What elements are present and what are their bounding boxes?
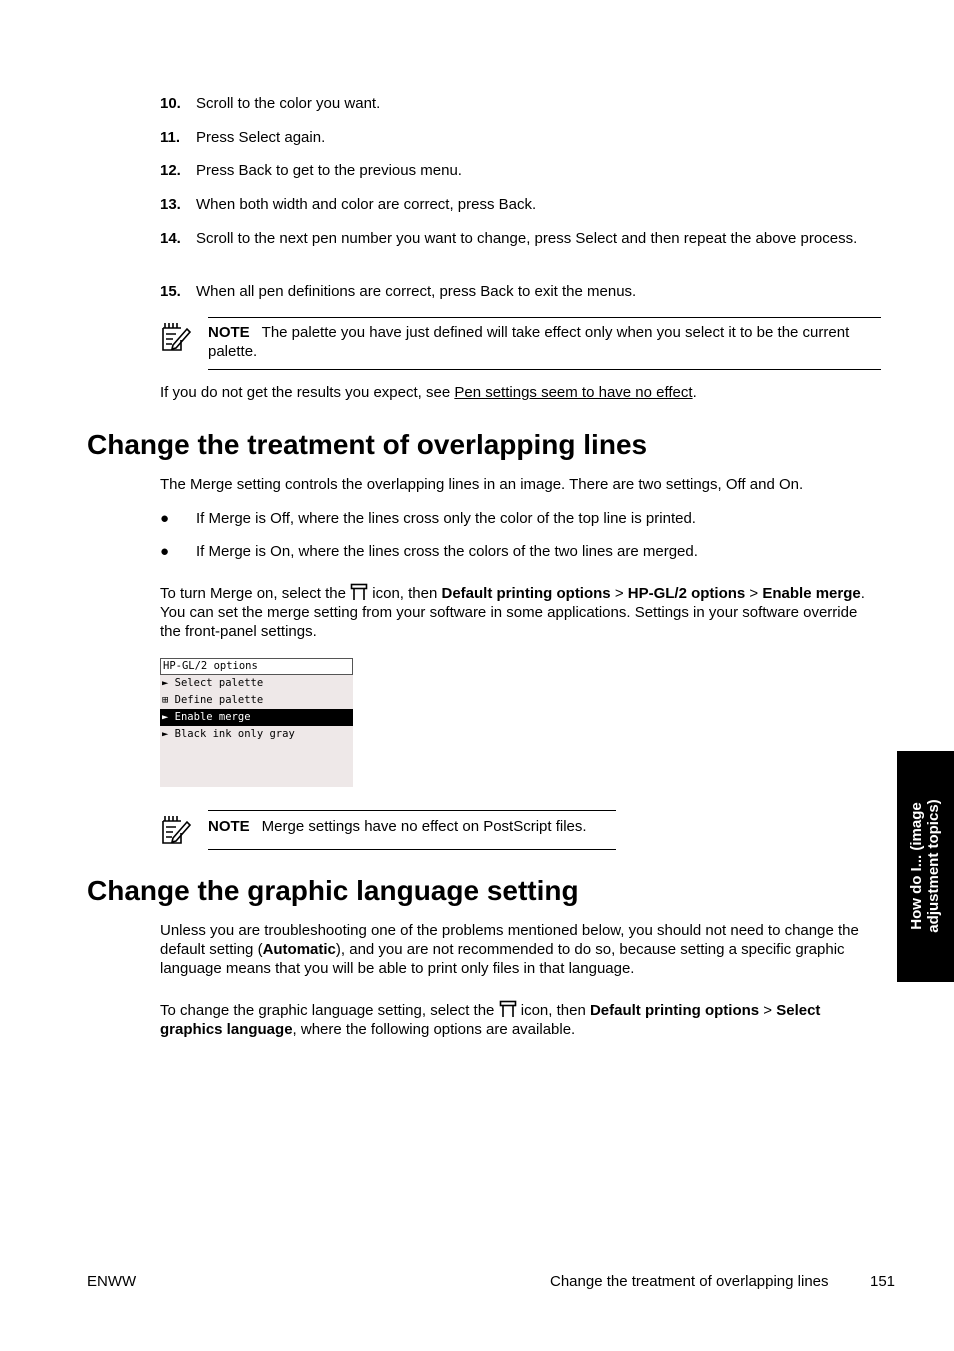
step-text: Scroll to the color you want.	[196, 95, 381, 112]
step-text: When both width and color are correct, press Back.	[196, 196, 537, 213]
note-label: NOTE	[208, 324, 250, 341]
step-11	[160, 128, 880, 147]
step-number: 10.	[160, 95, 181, 112]
side-tab-label	[908, 756, 942, 976]
setting-automatic: Automatic	[262, 941, 336, 958]
side-tab-line: adjustment topics)	[925, 799, 942, 933]
path-separator: >	[759, 1002, 777, 1019]
note-icon	[159, 320, 192, 352]
panel-item-label: Black ink only gray	[174, 728, 295, 740]
bullet-merge-off	[160, 509, 916, 528]
printer-icon	[499, 1000, 517, 1018]
pen-settings-link[interactable]: Pen settings seem to have no effect	[454, 384, 693, 401]
side-chapter-tab	[897, 751, 954, 982]
menu-path-default-printing: Default printing options	[589, 1002, 760, 1019]
note-text: The palette you have just defined will take effect only when you select it to be the current palette.	[208, 324, 850, 360]
instr-text: icon, then	[368, 585, 442, 602]
path-separator: >	[610, 585, 628, 602]
panel-item-label: Select palette	[174, 677, 264, 689]
step-number: 12.	[160, 162, 181, 179]
para-text: ), and you are not recommended to do so, because setting a specific graphic language means that you will be able to print only files in that language.	[160, 941, 845, 977]
step-text: Press Back to get to the previous menu.	[196, 162, 462, 179]
bullet-dot: ●	[160, 543, 170, 560]
step-12	[160, 161, 880, 180]
step-10	[160, 94, 880, 113]
footer-page-number: 151	[870, 1273, 896, 1290]
bullet-text: If Merge is On, where the lines cross the colors of the two lines are merged.	[196, 543, 698, 560]
step-text: Press Select again.	[196, 129, 326, 146]
step-number: 15.	[160, 283, 181, 300]
menu-path-select-graphics-language: Select graphics language	[160, 1002, 821, 1038]
panel-item-label: Define palette	[174, 694, 264, 706]
merge-intro: The Merge setting controls the overlapping lines in an image. There are two settings, Off and On.	[160, 476, 804, 493]
section-heading-overlapping-lines: Change the treatment of overlapping lines	[87, 429, 648, 460]
results-text: If you do not get the results you expect, see	[160, 384, 455, 401]
step-number: 11.	[160, 129, 181, 146]
note-icon	[159, 813, 192, 845]
instr-text: icon, then	[516, 1002, 590, 1019]
bullet-text: If Merge is Off, where the lines cross only the color of the top line is printed.	[196, 510, 696, 527]
bullet-dot: ●	[160, 510, 170, 527]
para-text: Unless you are troubleshooting one of the problems mentioned below, you should not need to change the default setting (	[160, 922, 859, 958]
step-text: Scroll to the next pen number you want to change, press Select and then repeat the above process.	[196, 230, 858, 247]
note-box	[208, 810, 616, 850]
step-number: 13.	[160, 196, 181, 213]
section-heading-graphic-language: Change the graphic language setting	[87, 875, 579, 906]
step-15	[160, 282, 880, 301]
panel-item-define-palette	[160, 692, 353, 709]
graphic-language-intro	[160, 921, 880, 978]
grid-icon: ⊞	[162, 694, 169, 706]
panel-item-select-palette	[160, 675, 353, 692]
instr-text: . You can set the merge setting from your software in some applications. Settings in your software override the front-panel settings.	[160, 585, 865, 640]
step-number: 14.	[160, 230, 181, 247]
bullet-merge-on	[160, 542, 916, 561]
panel-title: HP-GL/2 options	[160, 658, 353, 675]
arrow-icon: ►	[162, 677, 169, 689]
step-text: When all pen definitions are correct, press Back to exit the menus.	[196, 283, 637, 300]
front-panel-display	[160, 658, 353, 787]
note-box	[208, 317, 881, 370]
footer-section-title: Change the treatment of overlapping lines	[550, 1273, 829, 1290]
step-13	[160, 195, 880, 214]
path-separator: >	[745, 585, 763, 602]
menu-path-enable-merge: Enable merge	[762, 585, 861, 602]
menu-path-hpgl2: HP-GL/2 options	[627, 585, 746, 602]
instr-text: To change the graphic language setting, select the	[160, 1002, 499, 1019]
side-tab-line: How do I... (image	[908, 802, 925, 930]
results-paragraph	[160, 383, 880, 402]
note-text: Merge settings have no effect on PostScript files.	[261, 818, 587, 835]
results-text-end: .	[692, 384, 697, 401]
panel-item-enable-merge	[160, 709, 353, 726]
instr-text: , where the following options are available.	[292, 1021, 576, 1038]
panel-item-label: Enable merge	[174, 711, 251, 723]
arrow-icon: ►	[162, 728, 169, 740]
step-14	[160, 229, 880, 248]
menu-path-default-printing: Default printing options	[441, 585, 611, 602]
graphic-language-instructions	[160, 1000, 880, 1039]
arrow-icon: ►	[162, 711, 169, 723]
panel-item-black-ink	[160, 726, 353, 743]
footer-left: ENWW	[87, 1273, 137, 1290]
note-label: NOTE	[208, 818, 250, 835]
instr-text: To turn Merge on, select the	[160, 585, 351, 602]
printer-icon	[350, 583, 368, 601]
merge-instructions	[160, 583, 880, 641]
